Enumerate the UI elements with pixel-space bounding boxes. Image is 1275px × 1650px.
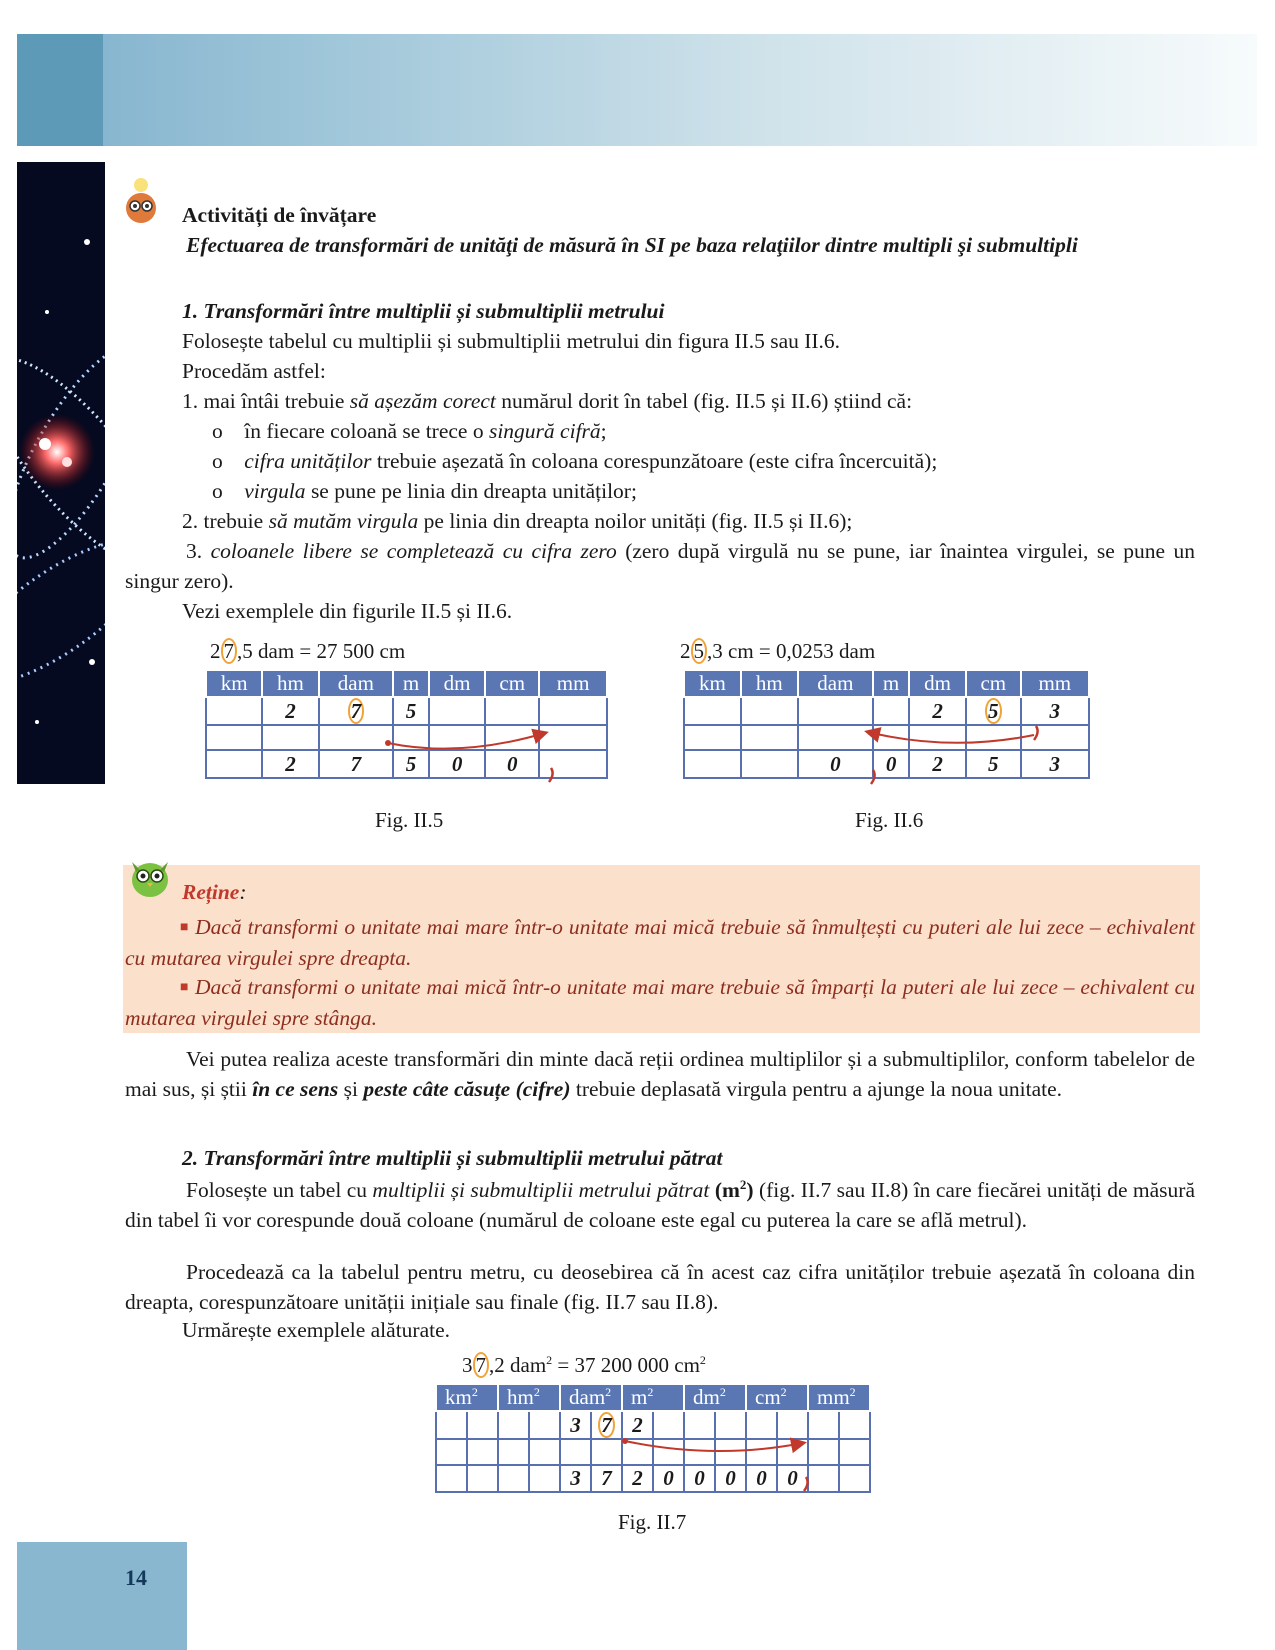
fig6-cell: 2 [909, 697, 966, 725]
fig7-header-unit: dm [693, 1385, 720, 1409]
s2-p1-e: (fig. II.7 sau II.8) în care fiecărei unități de măsură din tabel îi vor corespunde două coloane (numărul de coloane este egal cu puterea la care se află metrul). [125, 1178, 1195, 1233]
retine-title-text: Reține [182, 880, 240, 904]
fig7-cell: 0 [746, 1465, 777, 1492]
mental-paragraph [125, 1044, 1195, 1104]
page-number-box [17, 1542, 187, 1650]
step-1-text-c: numărul dorit în tabel (fig. II.5 și II.6) știind că: [501, 389, 913, 413]
bullet-3-a: virgula [244, 479, 306, 503]
fig5-cell [206, 697, 262, 725]
fig5-header: hm [262, 670, 318, 697]
s2-p1-a: Folosește un tabel cu [186, 1178, 368, 1203]
fig6-cell [798, 697, 873, 725]
step-3-text-c: (zero după virgulă nu se pune, iar înaintea virgulei, se pune un singur zero). [125, 539, 1195, 593]
square-bullet-icon: ■ [180, 980, 189, 995]
fig6-header: hm [741, 670, 798, 697]
fig7-table [435, 1383, 871, 1493]
fig7-header-sup: 2 [605, 1385, 612, 1399]
fig7-header [684, 1384, 746, 1411]
mental-text-b: în ce sens [252, 1077, 339, 1101]
bullet-3-b: se pune pe linia din dreapta unităților; [310, 479, 637, 503]
fig5-cell: 7 [319, 750, 394, 778]
fig7-cell: 2 [622, 1465, 653, 1492]
fig5-equation [210, 638, 405, 664]
fig5-cell [429, 697, 485, 725]
fig7-eq-part-c: = 37 200 000 cm [552, 1353, 700, 1377]
fig7-cell [839, 1465, 870, 1492]
fig6-table [683, 669, 1090, 779]
fig5-header: km [206, 670, 262, 697]
fig6-cell: 5 [966, 750, 1021, 778]
fig7-header [808, 1384, 870, 1411]
bullet-3 [212, 476, 1275, 506]
fig6-cell: 0 [873, 750, 909, 778]
fig7-cell [839, 1411, 870, 1439]
bullet-2-b: trebuie așezată în coloana corespunzătoare (este cifra încercuită); [376, 449, 938, 473]
fig5-eq-part-b: ,5 dam = 27 500 cm [237, 639, 406, 663]
fig6-header: cm [966, 670, 1021, 697]
activities-subtitle: Efectuarea de transformări de unităţi de măsură în SI pe baza relaţiilor dintre multipli şi submultipli [186, 233, 1078, 257]
step-3 [125, 536, 1195, 596]
fig7-header [622, 1384, 684, 1411]
fig7-cell: 0 [715, 1465, 746, 1492]
fig5-cell [206, 750, 262, 778]
fig7-header-unit: hm [507, 1385, 534, 1409]
fig7-cell: 0 [684, 1465, 715, 1492]
fig5-eq-units-digit: 7 [221, 638, 238, 664]
fig7-equation [462, 1352, 706, 1378]
section1-intro: Folosește tabelul cu multiplii și submultiplii metrului din figura II.5 sau II.6. [182, 329, 841, 353]
lightbulb-owl-icon [122, 176, 160, 224]
step-1-text-b: să așezăm corect [349, 389, 496, 413]
retine-rule-1-text: Dacă transformi o unitate mai mare într-o unitate mai mică trebuie să înmulțești cu puteri ale lui zece – echivalent cu mutarea virgulei spre dreapta. [125, 915, 1195, 970]
fig6-header: dm [909, 670, 966, 697]
examples-note: Vezi exemplele din figurile II.5 și II.6. [182, 599, 513, 623]
fig7-cell [467, 1465, 498, 1492]
fig5-circled-digit: 7 [348, 698, 365, 724]
fig7-cell [436, 1411, 467, 1439]
fig5-header: cm [485, 670, 539, 697]
fig5-header: mm [539, 670, 607, 697]
fig7-header-sup: 2 [647, 1385, 654, 1399]
fig7-cell [529, 1465, 560, 1492]
mental-text-d: peste câte căsuțe (cifre) [363, 1077, 571, 1101]
fig7-header [498, 1384, 560, 1411]
step-2 [182, 506, 1252, 536]
retine-rule-1 [125, 912, 1195, 973]
fig5-header: dam [319, 670, 394, 697]
fig5-cell: 2 [262, 697, 318, 725]
fig7-cell: 7 [591, 1465, 622, 1492]
s2-p1-d: ) [746, 1178, 754, 1203]
fig7-cell [777, 1411, 808, 1439]
fig5-cell: 5 [393, 697, 429, 725]
s2-p1-sup: 2 [739, 1177, 747, 1192]
page-number: 14 [125, 1565, 147, 1590]
fig7-eq-units-digit: 7 [473, 1352, 490, 1378]
fig6-circled-digit: 5 [985, 698, 1002, 724]
step-2-number: 2. [182, 509, 199, 533]
fig7-circled-digit: 7 [598, 1412, 615, 1438]
fig7-cell: 0 [653, 1465, 684, 1492]
fig6-cell [966, 697, 1021, 725]
fig6-header: dam [798, 670, 873, 697]
fig7-header-sup: 2 [719, 1385, 726, 1399]
bullet-1-c: ; [600, 419, 607, 443]
step-2-text-b: să mutăm virgula [268, 509, 419, 533]
fig6-eq-units-digit: 5 [691, 638, 708, 664]
step-1-number: 1. [182, 389, 199, 413]
fig7-cell [467, 1411, 498, 1439]
retine-rule-2-text: Dacă transformi o unitate mai mică într-o unitate mai mare trebuie să împarți la puteri ale lui zece – echivalent cu mutarea virgulei spre stânga. [125, 975, 1195, 1030]
bullet-1 [212, 416, 1275, 446]
fig7-eq-sup-2: 2 [699, 1353, 706, 1367]
fig6-eq-part-b: ,3 cm = 0,0253 dam [707, 639, 876, 663]
fig7-cell: 3 [560, 1465, 591, 1492]
fig6-cell [741, 697, 798, 725]
fig7-header-sup: 2 [471, 1385, 478, 1399]
fig6-header: mm [1021, 670, 1089, 697]
fig5-cell [539, 697, 607, 725]
fig6-eq-part-a: 2 [680, 639, 691, 663]
retine-title-colon: : [239, 880, 247, 904]
bullet-1-a: în fiecare coloană se trece o [244, 419, 484, 443]
atom-illustration [17, 162, 105, 784]
mental-text-a: Vei putea realiza aceste transformări din minte dacă reții ordinea multiplilor și a submultiplilor, conform tabelelor de mai sus, și știi [125, 1047, 1195, 1101]
fig7-eq-part-a: 3 [462, 1353, 473, 1377]
fig5-header: dm [429, 670, 485, 697]
fig7-cell [653, 1411, 684, 1439]
mental-text-c: și [343, 1077, 358, 1101]
fig7-header-sup: 2 [849, 1385, 856, 1399]
side-atom-image [17, 162, 105, 784]
section2-paragraph-2: Procedează ca la tabelul pentru metru, cu deosebirea că în acest caz cifra unităților trebuie așezată în coloana din dreapta, corespunzătoare unității inițiale sau finale (fig. II.7 sau II.8). [125, 1260, 1195, 1314]
fig7-header [560, 1384, 622, 1411]
fig7-header-sup: 2 [533, 1385, 540, 1399]
fig7-caption: Fig. II.7 [618, 1510, 687, 1534]
fig6-cell [741, 750, 798, 778]
fig6-cell [684, 750, 741, 778]
fig5-caption: Fig. II.5 [375, 808, 444, 832]
fig6-cell [873, 697, 909, 725]
fig7-header [746, 1384, 808, 1411]
fig5-cell: 0 [485, 750, 539, 778]
fig7-header [436, 1384, 498, 1411]
bullet-1-b: singură cifră [488, 419, 601, 443]
fig6-caption: Fig. II.6 [855, 808, 924, 832]
section2-paragraph-3: Urmărește exemplele alăturate. [182, 1318, 451, 1342]
bullet-mark: o [212, 479, 223, 503]
owl-mascot-icon [126, 852, 174, 900]
step-3-number: 3. [186, 539, 203, 563]
fig7-header-sup: 2 [780, 1385, 787, 1399]
top-banner [17, 34, 1257, 146]
activities-heading: Activități de învățare [182, 203, 377, 227]
bullet-2 [212, 446, 1275, 476]
section2-paragraph-1 [125, 1170, 1195, 1235]
fig5-cell [539, 750, 607, 778]
fig6-header: m [873, 670, 909, 697]
fig5-cell [319, 697, 394, 725]
fig7-header-unit: dam [569, 1385, 606, 1409]
mental-text-e: trebuie deplasată virgula pentru a ajunge la noua unitate. [575, 1077, 1063, 1101]
fig7-header-unit: cm [755, 1385, 781, 1409]
fig7-cell [436, 1465, 467, 1492]
bullet-2-a: cifra unităților [244, 449, 372, 473]
section1-procedure: Procedăm astfel: [182, 359, 326, 383]
square-bullet-icon: ■ [180, 920, 190, 935]
fig5-cell: 0 [429, 750, 485, 778]
fig7-cell: 0 [777, 1465, 808, 1492]
fig7-cell [808, 1465, 839, 1492]
fig5-header: m [393, 670, 429, 697]
fig7-eq-sup-1: 2 [546, 1353, 553, 1367]
fig7-header-unit: m [631, 1385, 648, 1409]
retine-rule-2 [125, 972, 1195, 1033]
fig7-cell [591, 1411, 622, 1439]
fig7-cell [808, 1411, 839, 1439]
fig7-cell: 3 [560, 1411, 591, 1439]
fig6-equation [680, 638, 875, 664]
fig5-cell: 5 [393, 750, 429, 778]
top-banner-accent [17, 34, 103, 146]
fig7-cell [498, 1465, 529, 1492]
section1-title: 1. Transformări între multiplii și submultiplii metrului [182, 299, 665, 323]
s2-p1-c: (m [714, 1178, 740, 1203]
fig7-header-unit: mm [817, 1385, 850, 1409]
fig7-header-unit: km [445, 1385, 472, 1409]
fig7-cell [715, 1411, 746, 1439]
fig6-header: km [684, 670, 741, 697]
s2-p1-b: multiplii și submultiplii metrului pătrat [372, 1178, 710, 1203]
fig7-cell [746, 1411, 777, 1439]
fig5-eq-part-a: 2 [210, 639, 221, 663]
fig6-cell: 3 [1021, 697, 1089, 725]
s2-p1-unit [715, 1178, 754, 1202]
fig7-cell [498, 1411, 529, 1439]
bullet-mark: o [212, 419, 223, 443]
fig6-cell: 2 [909, 750, 966, 778]
fig7-cell [529, 1411, 560, 1439]
bullet-mark: o [212, 449, 223, 473]
fig5-table [205, 669, 608, 779]
retine-title [182, 877, 482, 907]
step-3-text-b: coloanele libere se completează cu cifra zero [210, 539, 617, 563]
fig5-cell [485, 697, 539, 725]
fig7-cell: 2 [622, 1411, 653, 1439]
step-1-text-a: mai întâi trebuie [203, 389, 345, 413]
fig6-cell: 3 [1021, 750, 1089, 778]
fig7-cell [684, 1411, 715, 1439]
fig6-cell: 0 [798, 750, 873, 778]
fig6-cell [684, 697, 741, 725]
fig7-eq-part-b: ,2 dam [489, 1353, 547, 1377]
section2-title: 2. Transformări între multiplii și submultiplii metrului pătrat [182, 1146, 723, 1170]
step-2-text-a: trebuie [203, 509, 264, 533]
step-2-text-c: pe linia din dreapta noilor unități (fig. II.5 și II.6); [423, 509, 853, 533]
fig5-cell: 2 [262, 750, 318, 778]
step-1 [182, 386, 1252, 416]
